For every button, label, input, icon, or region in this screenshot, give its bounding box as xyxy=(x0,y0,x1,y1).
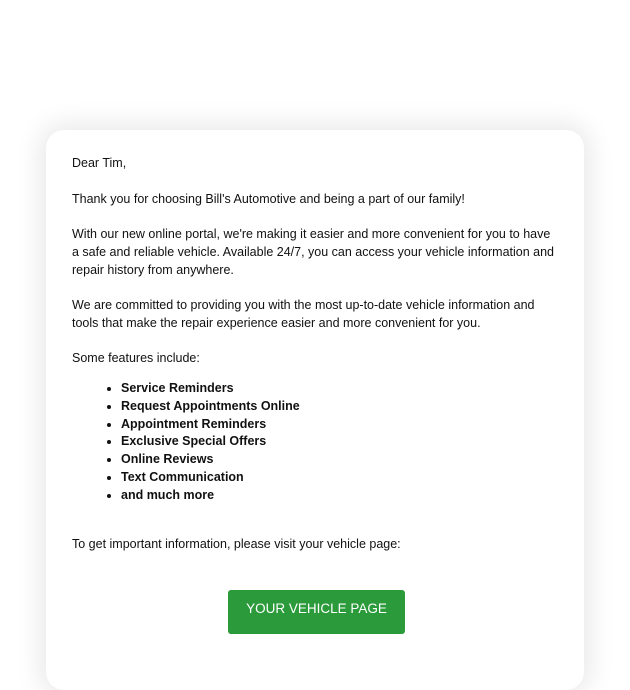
text-line: repair history from anywhere. xyxy=(72,263,234,277)
thank-you-paragraph: Thank you for choosing Bill's Automotive and being a part of our family! xyxy=(72,192,465,206)
email-card xyxy=(46,130,584,690)
feature-item: • Exclusive Special Offers xyxy=(121,433,300,451)
feature-item: • Request Appointments Online xyxy=(121,398,300,416)
greeting: Dear Tim, xyxy=(72,156,127,170)
feature-item: • Appointment Reminders xyxy=(121,416,300,434)
feature-item: • Text Communication xyxy=(121,469,300,487)
text-line: a safe and reliable vehicle. Available 24/7, you can access your vehicle information and xyxy=(72,245,555,259)
features-intro: Some features include: xyxy=(72,351,200,365)
feature-item: • and much more xyxy=(121,487,300,505)
feature-item: • Online Reviews xyxy=(121,451,300,469)
text-line: tools that make the repair experience easier and more convenient for you. xyxy=(72,316,481,330)
text-line: With our new online portal, we're making it easier and more convenient for you to have xyxy=(72,227,551,241)
text-line: We are committed to providing you with the most up-to-date vehicle information and xyxy=(72,298,535,312)
cta-intro: To get important information, please visit your vehicle page: xyxy=(72,537,401,551)
your-vehicle-page-button[interactable]: YOUR VEHICLE PAGE xyxy=(228,590,405,634)
portal-paragraph xyxy=(72,225,554,279)
features-list xyxy=(96,380,300,505)
feature-item: • Service Reminders xyxy=(121,380,300,398)
commitment-paragraph xyxy=(72,296,535,332)
